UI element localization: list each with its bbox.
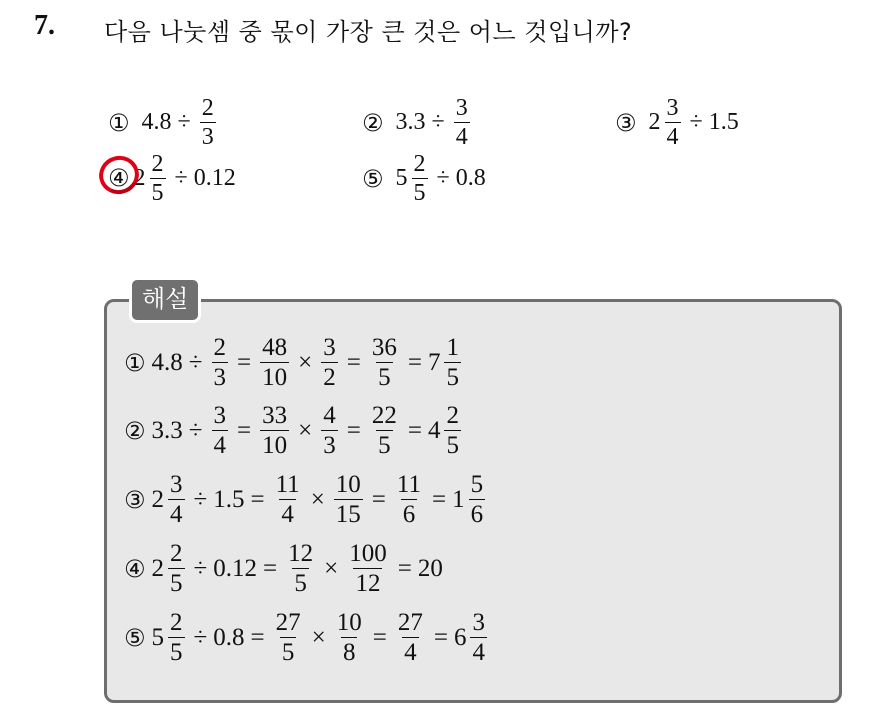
fraction: $\frac{11}{6}$ [396,471,421,528]
operand: 0.8 [213,623,245,651]
line-marker: ① [124,348,146,377]
equals: = [263,554,278,582]
operator: × [298,348,313,376]
fraction: $\frac{10}{8}$ [336,609,362,666]
operator: ÷ [193,623,208,651]
equals: = [250,485,265,513]
line-marker: ③ [124,485,146,514]
operator: ÷ [193,485,208,513]
fraction: $\frac{3}{2}$ [323,334,336,391]
solution-line-2 [124,403,464,458]
equals: = [250,623,265,651]
equals: = [433,623,448,651]
solution-line-3 [124,472,488,527]
whole-part: 5 [151,623,165,651]
fraction: $\frac{2}{5}$ [170,609,183,666]
operand: 1.5 [708,109,739,135]
choice-marker: ⑤ [362,164,384,193]
fraction: $\frac{10}{15}$ [335,471,361,528]
operator: × [324,554,339,582]
solution-label: 해설 [129,277,201,323]
operand: 0.12 [193,165,236,191]
operand: 1.5 [213,485,245,513]
equals: = [237,348,252,376]
line-marker: ② [124,416,146,445]
choice-4[interactable] [108,152,236,205]
operator: ÷ [188,416,203,444]
operator: × [310,485,325,513]
whole-part: 2 [648,109,661,135]
choice-marker: ① [108,108,130,137]
solution-line-1 [124,335,464,390]
whole-part: 2 [151,554,165,582]
whole-part: 6 [453,623,467,651]
operator: ÷ [193,554,208,582]
equals: = [237,416,252,444]
result: 20 [417,554,443,582]
fraction: $\frac{12}{5}$ [288,540,314,597]
fraction: $\frac{100}{12}$ [349,540,387,597]
fraction: $\frac{2}{5}$ [413,151,426,206]
fraction: $\frac{22}{5}$ [371,402,397,459]
line-marker: ④ [124,554,146,583]
operator: ÷ [177,109,191,135]
whole-part: 4 [427,416,441,444]
operand: 4.8 [151,348,183,376]
operator: ÷ [436,165,450,191]
operand: 0.12 [213,554,257,582]
equals: = [371,485,386,513]
equals: = [346,348,361,376]
question-text: 다음 나눗셈 중 몫이 가장 큰 것은 어느 것입니까? [104,18,633,46]
fraction: $\frac{3}{4}$ [213,402,226,459]
line-marker: ⑤ [124,623,146,652]
equals: = [346,416,361,444]
whole-part: 7 [427,348,441,376]
fraction: $\frac{27}{5}$ [275,609,301,666]
choice-1[interactable] [108,96,219,149]
operator: ÷ [689,109,703,135]
whole-part: 2 [133,165,146,191]
solution-line-4 [124,541,443,596]
operator: × [298,416,313,444]
fraction: $\frac{48}{10}$ [262,334,288,391]
fraction: $\frac{33}{10}$ [262,402,288,459]
choice-marker: ② [362,108,384,137]
equals: = [397,554,412,582]
operand: 3.3 [151,416,183,444]
fraction: $\frac{4}{3}$ [323,402,336,459]
fraction: $\frac{27}{4}$ [397,609,423,666]
fraction: $\frac{2}{5}$ [170,540,183,597]
fraction: $\frac{2}{3}$ [213,334,226,391]
fraction: $\frac{2}{5}$ [151,151,164,206]
fraction: $\frac{11}{4}$ [275,471,300,528]
fraction: $\frac{3}{4}$ [472,609,485,666]
fraction: $\frac{2}{3}$ [201,95,214,150]
operand: 4.8 [141,109,172,135]
equals: = [407,348,422,376]
fraction: $\frac{1}{5}$ [446,334,459,391]
operator: ÷ [188,348,203,376]
operand: 0.8 [455,165,486,191]
operator: ÷ [174,165,188,191]
solution-line-5 [124,610,490,665]
operand: 3.3 [395,109,426,135]
fraction: $\frac{3}{4}$ [666,95,679,150]
operator: × [311,623,326,651]
equals: = [407,416,422,444]
choice-2[interactable] [362,96,473,149]
whole-part: 1 [452,485,465,513]
whole-part: 5 [395,165,408,191]
equals: = [372,623,387,651]
fraction: $\frac{5}{6}$ [470,471,484,528]
question-number: 7. [34,10,55,41]
operator: ÷ [431,109,445,135]
choice-marker: ③ [615,108,637,137]
fraction: $\frac{2}{5}$ [446,402,459,459]
whole-part: 2 [151,485,165,513]
choice-marker: ④ [108,164,130,192]
choice-3[interactable] [615,96,739,149]
fraction: $\frac{3}{4}$ [170,471,183,528]
selected-answer-mark [108,164,134,193]
equals: = [431,485,447,513]
fraction: $\frac{3}{4}$ [455,95,468,150]
fraction: $\frac{36}{5}$ [371,334,397,391]
choice-5[interactable] [362,152,486,205]
